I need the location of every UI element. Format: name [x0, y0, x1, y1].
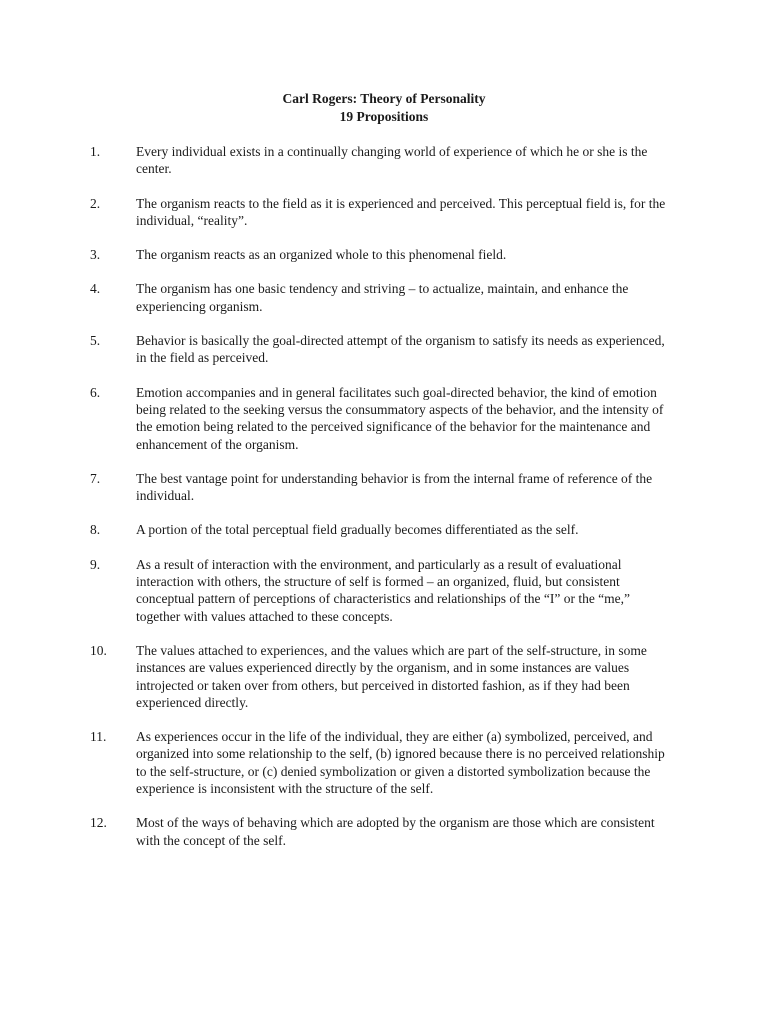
proposition-text: The values attached to experiences, and the values which are part of the self-structure, in some instances are values experienced directly by the organism, and in some instances are values introjected or taken over from others, but perceived in distorted fashion, as if they had been experienced directly.: [136, 642, 647, 710]
document-title: Carl Rogers: Theory of Personality: [282, 91, 486, 106]
proposition-number: 2.: [90, 195, 101, 211]
proposition-text: Most of the ways of behaving which are adopted by the organism are those which are consistent with the concept of the self.: [136, 815, 655, 848]
proposition-item: [0, 521, 768, 538]
proposition-number: 5.: [90, 333, 101, 349]
proposition-text: The organism reacts as an organized whole to this phenomenal field.: [136, 247, 507, 263]
proposition-number: 7.: [90, 470, 101, 486]
proposition-text: As a result of interaction with the environment, and particularly as a result of evaluational interaction with others, the structure of self is formed – an organized, fluid, but consistent conceptual pattern of perceptions of characteristics and relationships of the “I” or the “me,” together with values attached to these concepts.: [136, 556, 631, 624]
proposition-text: The best vantage point for understanding behavior is from the internal frame of reference of the individual.: [136, 470, 653, 504]
proposition-text: Emotion accompanies and in general facilitates such goal-directed behavior, the kind of emotion being related to the seeking versus the consummatory aspects of the behavior, and the intensity of the emotion being related to the perceived significance of the behavior for the maintenance and enhancement of the organism.: [136, 384, 664, 452]
proposition-item: [0, 814, 768, 849]
proposition-text: Every individual exists in a continually changing world of experience of which he or she is the center.: [136, 144, 648, 177]
proposition-item: [0, 556, 768, 625]
proposition-number: 4.: [90, 281, 101, 297]
proposition-item: [0, 280, 768, 315]
proposition-text: As experiences occur in the life of the individual, they are either (a) symbolized, perceived, and organized into some relationship to the self, (b) ignored because there is no perceived relationship to the self-structure, or (c) denied symbolization or given a distorted symbolization because the experience is inconsistent with the structure of the self.: [136, 729, 665, 797]
proposition-item: [0, 332, 768, 367]
proposition-text: Behavior is basically the goal-directed attempt of the organism to satisfy its needs as experienced, in the field as perceived.: [136, 333, 665, 366]
proposition-number: 6.: [90, 384, 101, 400]
proposition-item: [0, 143, 768, 178]
proposition-item: [0, 246, 768, 263]
proposition-item: [0, 728, 768, 797]
proposition-number: 12.: [90, 815, 107, 831]
proposition-item: [0, 195, 768, 230]
proposition-number: 1.: [90, 144, 101, 159]
proposition-number: 10.: [90, 642, 107, 658]
proposition-item: [0, 642, 768, 711]
proposition-number: 3.: [90, 247, 101, 263]
proposition-text: The organism has one basic tendency and striving – to actualize, maintain, and enhance the experiencing organism.: [136, 281, 629, 314]
proposition-number: 11.: [90, 729, 107, 745]
proposition-item: [0, 470, 768, 505]
proposition-text: The organism reacts to the field as it is experienced and perceived. This perceptual field is, for the individual, “reality”.: [136, 195, 666, 228]
proposition-number: 9.: [90, 556, 101, 572]
propositions-list: [0, 143, 768, 866]
proposition-item: [0, 384, 768, 453]
proposition-number: 8.: [90, 522, 101, 538]
title-block: [0, 90, 768, 126]
proposition-text: A portion of the total perceptual field gradually becomes differentiated as the self.: [136, 522, 579, 538]
document-subtitle: 19 Propositions: [339, 109, 429, 124]
